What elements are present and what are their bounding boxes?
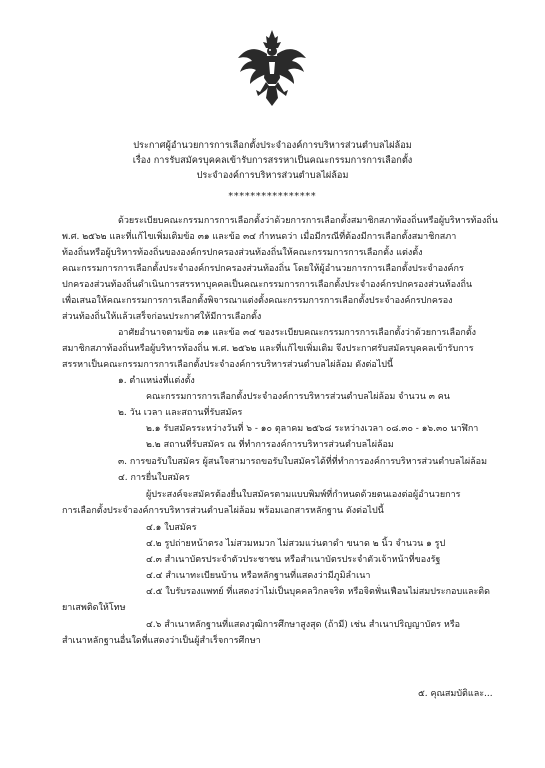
announcement-title: ประกาศผู้อำนวยการการเลือกตั้งประจำองค์การบริหารส่วนตำบลไผ่ล้อม [133, 140, 412, 151]
page-continuation: ๕. คุณสมบัติและ... [418, 689, 493, 699]
document-list-item: ๔.๔ สำเนาทะเบียนบ้าน หรือหลักฐานที่แสดงว่ามีภูมิลำเนา [146, 571, 371, 581]
document-list-item: ๔.๕ ใบรับรองแพทย์ ที่แสดงว่าไม่เป็นบุคคลวิกลจริต หรือจิตฟั่นเฟือนไม่สมประกอบและติด [146, 587, 490, 597]
document-list-item-continued: สำเนาหลักฐานอื่นใดที่แสดงว่าเป็นผู้สำเร็จการศึกษา [62, 636, 261, 646]
section-application-form: ๓. การขอรับใบสมัคร ผู้สนใจสามารถขอรับใบสมัครได้ที่ที่ทำการองค์การบริหารส่วนตำบลไผ่ล้อม [118, 457, 488, 467]
schedule-place: ๒.๒ สถานที่รับสมัคร ณ ที่ทำการองค์การบริหารส่วนตำบลไผ่ล้อม [146, 440, 394, 450]
paragraph-line: อาศัยอำนาจตามข้อ ๓๑ และข้อ ๓๔ ของระเบียบคณะกรรมการการเลือกตั้งว่าด้วยการเลือกตั้ง [118, 328, 477, 338]
paragraph-line: ปกครองส่วนท้องถิ่นดำเนินการสรรหาบุคคลเป็นคณะกรรมการการเลือกตั้งประจำองค์กรปกครองส่วนท้องถิ่น [62, 280, 473, 290]
submission-text: ผู้ประสงค์จะสมัครต้องยื่นใบสมัครตามแบบพิมพ์ที่กำหนดด้วยตนเองต่อผู้อำนวยการ [146, 490, 461, 500]
paragraph-line: เพื่อเสนอให้คณะกรรมการการเลือกตั้งพิจารณาแต่งตั้งคณะกรรมการการเลือกตั้งประจำองค์กรปกครอง [62, 296, 453, 306]
document-list-item: ๔.๓ สำเนาบัตรประจำตัวประชาชน หรือสำเนาบัตรประจำตัวเจ้าหน้าที่ของรัฐ [146, 555, 441, 565]
paragraph-line: สมาชิกสภาท้องถิ่นหรือผู้บริหารท้องถิ่น พ.ศ. ๒๕๖๒ และที่แก้ไขเพิ่มเติม จึงประกาศรับสมัครบุคคลเข้ารับการ [62, 344, 474, 354]
section-heading-submission: ๔. การยื่นใบสมัคร [118, 473, 190, 483]
schedule-dates: ๒.๑ รับสมัครระหว่างวันที่ ๖ - ๑๐ ตุลาคม ๒๕๖๘ ระหว่างเวลา ๐๘.๓๐ - ๑๖.๓๐ นาฬิกา [146, 424, 479, 434]
paragraph-line: ด้วยระเบียบคณะกรรมการการเลือกตั้งว่าด้วยการการเลือกตั้งสมาชิกสภาท้องถิ่นหรือผู้บริหารท้องถิ่น [118, 216, 498, 226]
paragraph-line: พ.ศ. ๒๕๖๒ และที่แก้ไขเพิ่มเติมข้อ ๓๑ และข้อ ๓๔ กำหนดว่า เมื่อมีกรณีที่ต้องมีการเลือกตั้งสมาชิกสภา [62, 232, 457, 242]
section-heading-positions: ๑. ตำแหน่งที่แต่งตั้ง [118, 376, 195, 386]
announcement-subject-line2: ประจำองค์การบริหารส่วนตำบลไผ่ล้อม [196, 170, 349, 181]
paragraph-line: ท้องถิ่นหรือผู้บริหารท้องถิ่นขององค์กรปกครองส่วนท้องถิ่นให้คณะกรรมการการเลือกตั้ง แต่งตั้ง [62, 248, 423, 258]
paragraph-line: คณะกรรมการการเลือกตั้งประจำองค์กรปกครองส่วนท้องถิ่น โดยให้ผู้อำนวยการการเลือกตั้งประจำองค์กร [62, 264, 464, 274]
separator-stars: **************** [228, 192, 317, 202]
section-heading-schedule: ๒. วัน เวลา และสถานที่รับสมัคร [118, 408, 243, 418]
paragraph-line: สรรหาเป็นคณะกรรมการการเลือกตั้งประจำองค์การบริหารส่วนตำบลไผ่ล้อม ดังต่อไปนี้ [62, 360, 394, 370]
document-list-item: ๔.๑ ใบสมัคร [146, 523, 197, 533]
paragraph-line: ส่วนท้องถิ่นให้แล้วเสร็จก่อนประกาศให้มีการเลือกตั้ง [62, 312, 262, 322]
document-list-item: ๔.๒ รูปถ่ายหน้าตรง ไม่สวมหมวก ไม่สวมแว่นตาดำ ขนาด ๒ นิ้ว จำนวน ๑ รูป [146, 539, 446, 549]
announcement-subject: เรื่อง การรับสมัครบุคคลเข้ารับการสรรหาเป็นคณะกรรมการการเลือกตั้ง [132, 155, 413, 166]
positions-text: คณะกรรมการการเลือกตั้งประจำองค์การบริหารส่วนตำบลไผ่ล้อม จำนวน ๓ คน [146, 392, 450, 402]
garuda-emblem-icon [236, 28, 308, 108]
submission-text: การเลือกตั้งประจำองค์การบริหารส่วนตำบลไผ่ล้อม พร้อมเอกสารหลักฐาน ดังต่อไปนี้ [62, 506, 384, 516]
document-list-item: ๔.๖ สำเนาหลักฐานที่แสดงวุฒิการศึกษาสูงสุด (ถ้ามี) เช่น สำเนาปริญญาบัตร หรือ [146, 620, 461, 630]
document-list-item-continued: ยาเสพติดให้โทษ [62, 603, 126, 613]
